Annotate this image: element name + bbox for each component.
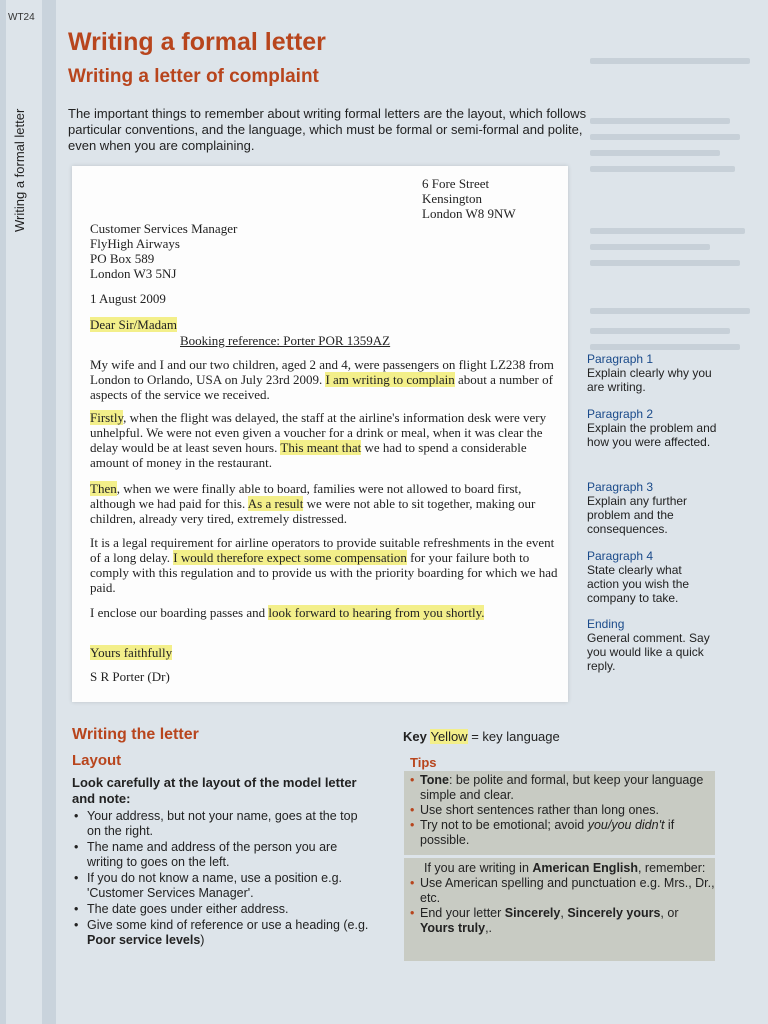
recipient-address: Customer Services Manager FlyHigh Airways PO Box 589 London W3 5NJ [90, 221, 238, 281]
letter-paragraph-2: Firstly, when the flight was delayed, the staff at the airline's information desk were very unhelpful. We were not even given a voucher for a drink or meal, when it was clear the delay would be at least seven hours. This meant that we had to spend a considerable amount of money in the restaurant. [90, 410, 547, 470]
letter-paragraph-4: It is a legal requirement for airline operators to provide suitable refreshments in the event of a long delay. I would therefore expect some compensation for your failure both to comply with this regulation and to provide us with the priority boarding for which we had paid. [90, 535, 558, 595]
unit-code: WT24 [8, 12, 35, 23]
margin-note-paragraph-4: Paragraph 4 State clearly what action you wish the company to take. [587, 549, 690, 605]
vertical-section-title: Writing a formal letter [12, 108, 27, 232]
sender-address: 6 Fore Street Kensington London W8 9NW [422, 176, 516, 221]
margin-note-ending: Ending General comment. Say you would like a quick reply. [587, 617, 710, 673]
list-item: • End your letter Sincerely, Sincerely yours, or Yours truly,. [404, 906, 715, 936]
list-item: • Use short sentences rather than long ones. [404, 803, 715, 818]
margin-note-paragraph-3: Paragraph 3 Explain any further problem and the consequences. [587, 480, 688, 536]
colour-key: Key Yellow = key language [403, 729, 560, 744]
letter-signature: S R Porter (Dr) [90, 669, 170, 684]
model-letter [72, 166, 568, 702]
page-subtitle: Writing a letter of complaint [68, 66, 319, 87]
page-title: Writing a formal letter [68, 28, 326, 56]
layout-list [72, 809, 372, 949]
letter-closing: Yours faithfully [90, 645, 173, 660]
american-english-lead: If you are writing in American English, remember: [424, 861, 706, 875]
american-english-box [404, 858, 715, 961]
layout-lead: Look carefully at the layout of the model letter and note: [72, 775, 357, 806]
list-item: • The name and address of the person you are writing to goes on the left. [72, 840, 372, 870]
list-item: • Your address, but not your name, goes at the top on the right. [72, 809, 372, 839]
list-item: • If you do not know a name, use a position e.g. 'Customer Services Manager'. [72, 871, 372, 901]
intro-paragraph: The important things to remember about writing formal letters are the layout, which follows particular conventions, and the language, which must be formal or semi-formal and polite, even when you are complaining. [68, 106, 587, 153]
booking-reference: Booking reference: Porter POR 1359AZ [180, 333, 391, 348]
list-item: • Tone: be polite and formal, but keep your language simple and clear. [404, 773, 715, 803]
letter-date: 1 August 2009 [90, 291, 166, 306]
margin-note-paragraph-1: Paragraph 1 Explain clearly why you are writing. [587, 352, 712, 394]
layout-heading: Layout [72, 752, 122, 769]
tips-box [404, 771, 715, 855]
letter-paragraph-1: My wife and I and our two children, aged 2 and 4, were passengers on flight LZ238 from London to Orlando, USA on July 23rd 2009. I am writing to complain about a number of aspects of the service we received. [90, 357, 554, 402]
list-item: • The date goes under either address. [72, 902, 372, 917]
letter-paragraph-5: I enclose our boarding passes and look forward to hearing from you shortly. [90, 605, 485, 620]
list-item: • Try not to be emotional; avoid you/you didn't if possible. [404, 818, 715, 848]
list-item: • Give some kind of reference or use a heading (e.g. Poor service levels) [72, 918, 372, 948]
list-item: • Use American spelling and punctuation e.g. Mrs., Dr., etc. [404, 876, 715, 906]
tips-heading: Tips [410, 755, 437, 770]
margin-note-paragraph-2: Paragraph 2 Explain the problem and how you were affected. [587, 407, 717, 449]
salutation: Dear Sir/Madam [90, 317, 178, 332]
letter-paragraph-3: Then, when we were finally able to board, families were not allowed to board first, although we had paid for this. As a result we were not able to sit together, making our children, already very tired, extremely distressed. [90, 481, 536, 526]
writing-section-title: Writing the letter [72, 726, 199, 743]
